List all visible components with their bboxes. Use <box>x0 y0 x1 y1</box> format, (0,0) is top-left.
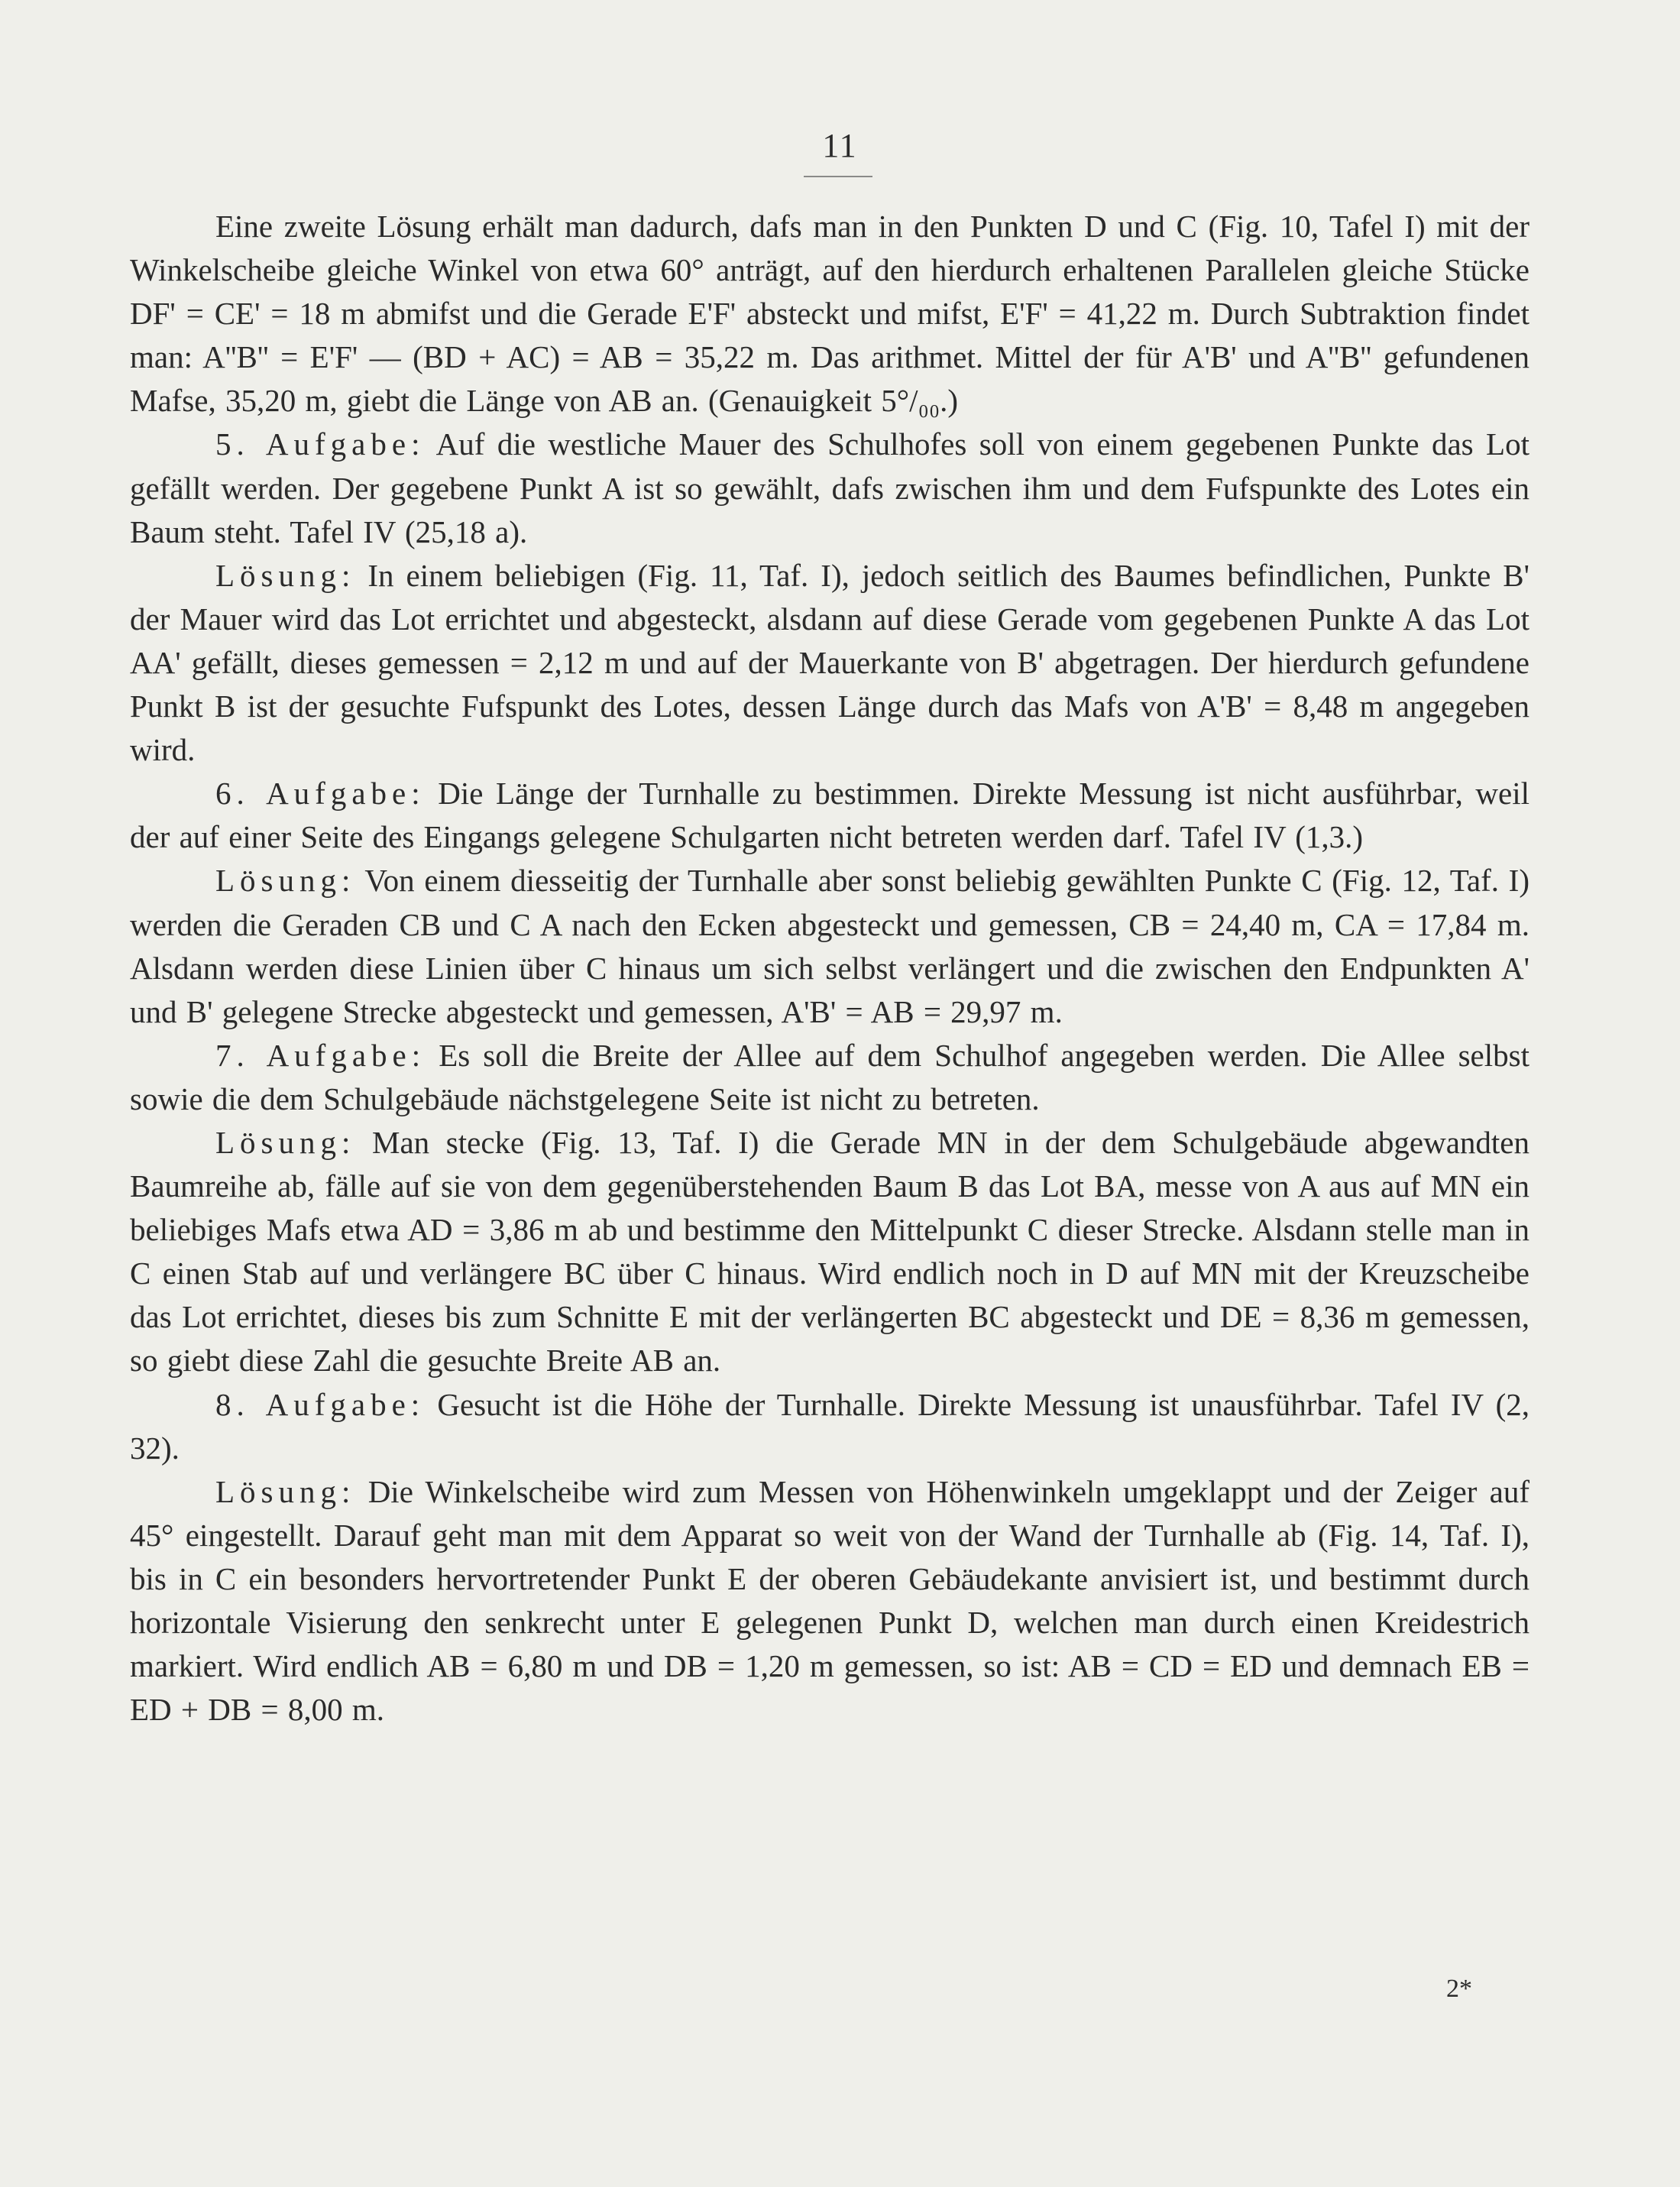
paragraph-text: Eine zweite Lösung erhält man dadurch, dafs man in den Punkten D und C (Fig. 10, Tafel I) mit der Winkelscheibe gleiche Winkel von etwa 60° anträgt, auf den hierdurch erhaltenen Parallelen gleiche Stücke DF' = CE' = 18 m abmifst und die Gerade E'F' absteckt und mifst, E'F' = 41,22 m. Durch Subtraktion findet man: A''B'' = E'F' — (BD + AC) = AB = 35,22 m. Das arithmet. Mittel der für A'B' und A''B'' gefundenen Mafse, 35,20 m, giebt die Länge von AB an. (Genauigkeit 5°/₀₀.) <box>130 209 1529 419</box>
page-number: 11 <box>822 127 858 164</box>
paragraph-text: Auf die westliche Mauer des Schulhofes soll von einem gegebenen Punkte das Lot gefällt werden. Der gegebene Punkt A ist so gewählt, dafs zwischen ihm und dem Fufspunkte des Lotes ein Baum steht. Tafel IV (25,18 a). <box>130 426 1529 549</box>
solution-label: Lösung: <box>215 557 356 593</box>
paragraph-text: In einem beliebigen (Fig. 11, Taf. I), jedoch seitlich des Baumes befindlichen, Punkte B' der Mauer wird das Lot errichtet und abgesteckt, alsdann auf diese Gerade vom gegebenen Punkte A das Lot AA' gefällt, dieses gemessen = 2,12 m und auf der Mauerkante von B' abgetragen. Der hierdurch gefundene Punkt B ist der gesuchte Fufspunkt des Lotes, dessen Länge durch das Mafs von A'B' = 8,48 m angegeben wird. <box>130 557 1530 768</box>
task-label: 7. Aufgabe: <box>215 1037 426 1073</box>
paragraph-task-6 <box>130 772 1529 859</box>
paragraph-task-5 <box>130 423 1529 553</box>
paragraph-solution-8 <box>130 1470 1529 1732</box>
paragraph-text: Gesucht ist die Höhe der Turnhalle. Direkte Messung ist unausführbar. Tafel IV (2, 32). <box>130 1386 1529 1466</box>
paragraph-text: Man stecke (Fig. 13, Taf. I) die Gerade MN in der dem Schulgebäude abgewandten Baumreihe ab, fälle auf sie von dem gegenüberstehenden Baum B das Lot BA, messe von A aus auf MN ein beliebiges Mafs etwa AD = 3,86 m ab und bestimme den Mittelpunkt C dieser Strecke. Alsdann stelle man in C einen Stab auf und verlängere BC über C hinaus. Wird endlich noch in D auf MN mit der Kreuzscheibe das Lot errichtet, dieses bis zum Schnitte E mit der verlängerten BC abgesteckt und DE = 8,36 m gemessen, so giebt diese Zahl die gesuchte Breite AB an. <box>130 1124 1530 1379</box>
paragraph-text: Die Länge der Turnhalle zu bestimmen. Direkte Messung ist nicht ausführbar, weil der auf einer Seite des Eingangs gelegene Schulgarten nicht betreten werden darf. Tafel IV (1,3.) <box>130 776 1530 855</box>
paragraph-1 <box>130 205 1529 423</box>
body-text <box>130 205 1529 1732</box>
task-label: 5. Aufgabe: <box>215 426 426 462</box>
paragraph-solution-7 <box>130 1121 1529 1383</box>
solution-label: Lösung: <box>215 1473 356 1509</box>
paragraph-task-7 <box>130 1034 1529 1121</box>
paragraph-solution-5 <box>130 554 1529 772</box>
task-label: 8. Aufgabe: <box>215 1386 426 1422</box>
solution-label: Lösung: <box>215 863 356 899</box>
signature-mark: 2* <box>1446 1975 1472 2003</box>
paragraph-task-8 <box>130 1383 1529 1470</box>
paragraph-solution-6 <box>130 859 1529 1033</box>
solution-label: Lösung: <box>215 1124 356 1160</box>
paragraph-text: Die Winkelscheibe wird zum Messen von Höhenwinkeln umgeklappt und der Zeiger auf 45° eingestellt. Darauf geht man mit dem Apparat so weit von der Wand der Turnhalle ab (Fig. 14, Taf. I), bis in C ein besonders hervortretender Punkt E der oberen Gebäudekante anvisiert ist, und bestimmt durch horizontale Visierung den senkrecht unter E gelegenen Punkt D, welchen man durch einen Kreidestrich markiert. Wird endlich AB = 6,80 m und DB = 1,20 m gemessen, so ist: AB = CD = ED und demnach EB = ED + DB = 8,00 m. <box>130 1473 1529 1728</box>
paragraph-text: Von einem diesseitig der Turnhalle aber sonst beliebig gewählten Punkte C (Fig. 12, Taf. I) werden die Geraden CB und C A nach den Ecken abgesteckt und gemessen, CB = 24,40 m, CA = 17,84 m. Alsdann werden diese Linien über C hinaus um sich selbst verlängert und die zwischen den Endpunkten A' und B' gelegene Strecke abgesteckt und gemessen, A'B' = AB = 29,97 m. <box>130 863 1529 1029</box>
task-label: 6. Aufgabe: <box>215 776 426 812</box>
header-rule <box>804 176 872 177</box>
paragraph-text: Es soll die Breite der Allee auf dem Schulhof angegeben werden. Die Allee selbst sowie die dem Schulgebäude nächstgelegene Seite ist nicht zu betreten. <box>130 1037 1529 1116</box>
